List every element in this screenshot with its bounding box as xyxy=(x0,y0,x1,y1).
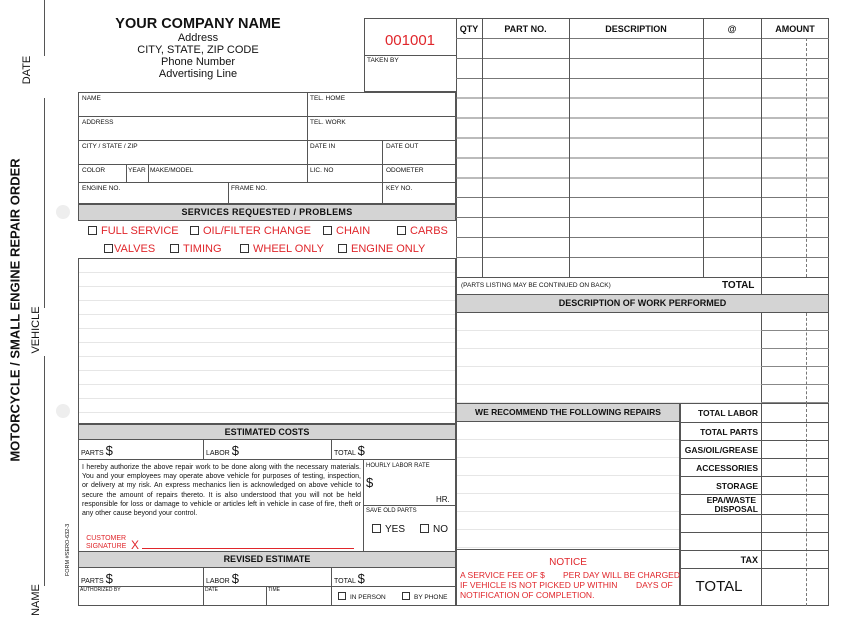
save-old-parts-label: SAVE OLD PARTS xyxy=(366,508,417,514)
storage-label: STORAGE xyxy=(716,481,758,491)
key-no-field[interactable]: KEY NO. xyxy=(386,185,413,192)
epa-label xyxy=(680,496,758,514)
opt-label: TIMING xyxy=(183,243,222,255)
epa-line2: DISPOSAL xyxy=(714,504,758,514)
order-number: 001001 xyxy=(384,32,436,49)
est-parts-field[interactable] xyxy=(81,443,113,458)
company-city: CITY, STATE, ZIP CODE xyxy=(137,44,259,56)
tel-work-field[interactable]: TEL. WORK xyxy=(310,119,346,126)
signature-line[interactable] xyxy=(142,548,354,549)
dollar-icon: $ xyxy=(357,571,365,586)
opt-chain[interactable] xyxy=(323,225,370,237)
side-date: DATE xyxy=(21,55,33,85)
taken-by-label: TAKEN BY xyxy=(367,57,399,64)
notice-line1b: PER DAY WILL BE CHARGED xyxy=(563,570,680,580)
notice-heading: NOTICE xyxy=(549,557,587,568)
rev-labor-label: LABOR xyxy=(206,578,230,585)
date-in-field[interactable]: DATE IN xyxy=(310,143,336,150)
company-block xyxy=(80,16,316,80)
at-header: @ xyxy=(727,24,737,34)
problems-lines[interactable] xyxy=(78,258,456,424)
name-field[interactable]: NAME xyxy=(82,95,101,102)
dollar-icon: $ xyxy=(357,443,365,458)
rev-total-label: TOTAL xyxy=(334,578,356,585)
hourly-dollar[interactable]: $ xyxy=(366,475,374,490)
checkbox-icon[interactable] xyxy=(240,244,249,253)
authorized-by-field[interactable]: AUTHORIZED BY xyxy=(80,587,121,593)
recommend-lines[interactable] xyxy=(456,422,680,550)
notice-line3: NOTIFICATION OF COMPLETION. xyxy=(460,590,595,600)
customer-signature-label xyxy=(86,535,126,551)
opt-label: WHEEL ONLY xyxy=(253,243,324,255)
in-person-label: IN PERSON xyxy=(350,594,386,601)
notice-line2b: DAYS OF xyxy=(636,580,673,590)
revised-date-field[interactable]: DATE xyxy=(205,587,218,593)
company-advertising: Advertising Line xyxy=(158,68,238,80)
gas-oil-label: GAS/OIL/GREASE xyxy=(684,445,758,455)
description-header: DESCRIPTION xyxy=(605,24,667,34)
year-field[interactable]: YEAR xyxy=(128,167,146,174)
date-out-field[interactable]: DATE OUT xyxy=(386,143,419,150)
opt-valves[interactable] xyxy=(104,243,155,255)
lic-field[interactable]: LIC. NO xyxy=(310,167,334,174)
opt-engine-only[interactable] xyxy=(338,243,425,255)
rev-parts-label: PARTS xyxy=(81,578,104,585)
est-total-field[interactable] xyxy=(334,443,365,458)
side-line xyxy=(44,98,45,308)
address-field[interactable]: ADDRESS xyxy=(82,119,114,126)
order-divider xyxy=(364,55,456,56)
signature-x: X xyxy=(131,538,140,552)
side-vehicle: VEHICLE xyxy=(30,306,42,354)
est-total-label: TOTAL xyxy=(334,450,356,457)
by-phone-label: BY PHONE xyxy=(414,594,448,601)
signature-word: SIGNATURE xyxy=(86,543,127,550)
dollar-icon: $ xyxy=(231,571,239,586)
opt-label: ENGINE ONLY xyxy=(351,243,426,255)
yes-label: YES xyxy=(385,524,406,535)
checkbox-icon[interactable] xyxy=(88,226,97,235)
opt-label: FULL SERVICE xyxy=(101,225,179,237)
dollar-icon: $ xyxy=(105,571,113,586)
services-heading: SERVICES REQUESTED / PROBLEMS xyxy=(78,204,456,221)
company-address: Address xyxy=(177,32,219,44)
checkbox-icon[interactable] xyxy=(323,226,332,235)
checkbox-icon[interactable] xyxy=(372,524,381,533)
tax-label: TAX xyxy=(740,555,758,565)
notice-line2a: IF VEHICLE IS NOT PICKED UP WITHIN xyxy=(460,580,618,590)
by-phone-option[interactable] xyxy=(402,592,447,601)
rev-labor-field[interactable] xyxy=(206,571,239,586)
save-no[interactable] xyxy=(420,524,448,535)
est-labor-field[interactable] xyxy=(206,443,239,458)
no-label: NO xyxy=(433,524,448,535)
opt-oil-filter[interactable] xyxy=(190,225,311,237)
checkbox-icon[interactable] xyxy=(420,524,429,533)
opt-wheel-only[interactable] xyxy=(240,243,324,255)
engine-no-field[interactable]: ENGINE NO. xyxy=(82,185,121,192)
rev-parts-field[interactable] xyxy=(81,571,113,586)
company-name: YOUR COMPANY NAME xyxy=(115,16,281,32)
tel-home-field[interactable]: TEL. HOME xyxy=(310,95,346,102)
total-labor-label: TOTAL LABOR xyxy=(698,408,758,418)
work-amount-lines[interactable] xyxy=(761,313,829,404)
in-person-option[interactable] xyxy=(338,592,386,601)
qty-header: QTY xyxy=(459,24,479,34)
company-phone: Phone Number xyxy=(161,56,235,68)
dollar-icon: $ xyxy=(231,443,239,458)
opt-label: VALVES xyxy=(114,243,156,255)
recommend-heading: WE RECOMMEND THE FOLLOWING REPAIRS xyxy=(456,404,680,422)
dollar-icon: $ xyxy=(105,443,113,458)
punch-hole xyxy=(56,205,70,219)
parts-rows[interactable] xyxy=(456,38,829,277)
revised-time-field[interactable]: TIME xyxy=(268,587,280,593)
side-line xyxy=(44,0,45,56)
grand-total-label: TOTAL xyxy=(695,578,743,595)
rev-total-field[interactable] xyxy=(334,571,365,586)
side-line xyxy=(44,356,45,586)
estimate-row xyxy=(78,440,456,460)
opt-timing[interactable] xyxy=(170,243,222,255)
hourly-rate-label: HOURLY LABOR RATE xyxy=(366,463,430,469)
revised-area xyxy=(78,568,456,606)
save-yes[interactable] xyxy=(372,524,405,535)
parts-continued-note: (PARTS LISTING MAY BE CONTINUED ON BACK) xyxy=(461,282,611,289)
form-number: FORM #SERO-632-3 xyxy=(65,523,71,577)
checkbox-icon[interactable] xyxy=(397,226,406,235)
checkbox-icon[interactable] xyxy=(338,592,346,600)
amount-header: AMOUNT xyxy=(775,24,815,34)
customer-word: CUSTOMER xyxy=(86,535,127,542)
checkbox-icon[interactable] xyxy=(104,244,113,253)
parts-total-label: TOTAL xyxy=(722,280,755,291)
side-name: NAME xyxy=(30,584,42,616)
notice-line1a: A SERVICE FEE OF $ xyxy=(460,570,545,580)
est-parts-label: PARTS xyxy=(81,450,104,457)
hr-label: HR. xyxy=(436,495,450,504)
color-field[interactable]: COLOR xyxy=(82,167,106,174)
opt-carbs[interactable] xyxy=(397,225,448,237)
est-labor-label: LABOR xyxy=(206,450,230,457)
checkbox-icon[interactable] xyxy=(190,226,199,235)
odometer-field[interactable]: ODOMETER xyxy=(386,167,424,174)
estimate-heading: ESTIMATED COSTS xyxy=(78,424,456,440)
work-heading: DESCRIPTION OF WORK PERFORMED xyxy=(456,295,829,313)
accessories-label: ACCESSORIES xyxy=(696,463,758,473)
checkbox-icon[interactable] xyxy=(402,592,410,600)
part-no-header: PART NO. xyxy=(504,24,547,34)
opt-full-service[interactable] xyxy=(88,225,179,237)
authorization-text: I hereby authorize the above repair work to be done along with the necessary materials. You and your employees may operate above vehicle for purposes of testing, inspection, or delivery at my risk. An express mechanics lien is acknowledged on above vehicle to secure the amount of repairs thereto. It is also understood that you will not be held responsible for loss or damage to vehicle or articles left in vehicle in case of fire, theft or any other cause beyond your control. xyxy=(82,464,361,518)
opt-label: CARBS xyxy=(410,225,448,237)
city-field[interactable]: CITY / STATE / ZIP xyxy=(82,143,138,150)
side-title: MOTORCYCLE / SMALL ENGINE REPAIR ORDER xyxy=(7,158,23,462)
revised-heading: REVISED ESTIMATE xyxy=(78,552,456,568)
total-parts-label: TOTAL PARTS xyxy=(700,427,758,437)
opt-label: OIL/FILTER CHANGE xyxy=(203,225,311,237)
frame-no-field[interactable]: FRAME NO. xyxy=(231,185,268,192)
checkbox-icon[interactable] xyxy=(338,244,347,253)
make-field[interactable]: MAKE/MODEL xyxy=(150,167,194,174)
checkbox-icon[interactable] xyxy=(170,244,179,253)
opt-label: CHAIN xyxy=(336,225,371,237)
punch-hole xyxy=(56,404,70,418)
epa-line1: EPA/WASTE xyxy=(706,495,756,505)
